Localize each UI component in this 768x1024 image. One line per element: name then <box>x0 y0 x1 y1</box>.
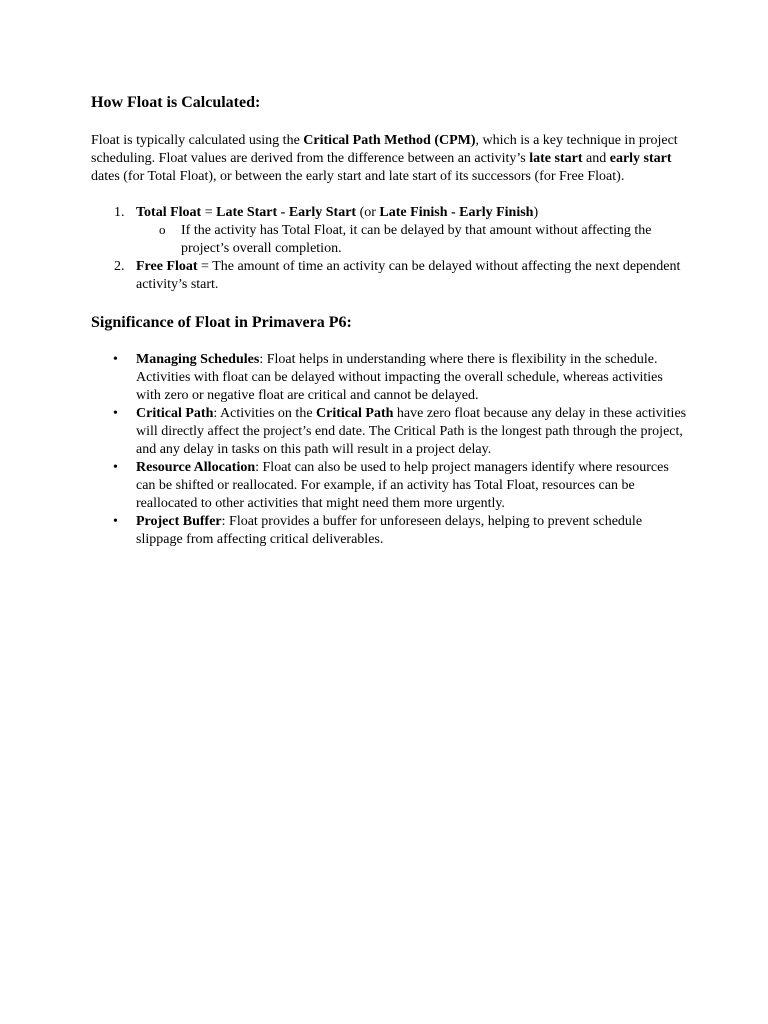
term-project-buffer: Project Buffer <box>136 514 222 529</box>
list-item-text-part: = The amount of time an activity can be delayed without affecting the next dependent activity’s start. <box>136 259 681 292</box>
list-item-text <box>136 258 691 294</box>
intro-bold-early-start: early start <box>609 151 672 166</box>
significance-list <box>91 351 691 549</box>
term-late-minus-early-finish: Late Finish - Early Finish <box>379 205 534 220</box>
document-page <box>91 93 691 549</box>
float-formula-list <box>91 204 691 294</box>
list-item-free-float <box>91 258 691 294</box>
list-item-critical-path <box>91 405 691 459</box>
list-item-managing-schedules <box>91 351 691 405</box>
intro-text: dates (for Total Float), or between the early start and late start of its successors (for Free Float). <box>91 169 625 184</box>
list-item-text: : Activities on the <box>213 406 317 421</box>
term-late-minus-early-start: Late Start - Early Start <box>216 205 357 220</box>
list-item-text: : Float can also be used to help project managers identify where resources can be shifted or reallocated. For example, if an activity has Total Float, resources can be reallocated to other activities that might need them more urgently. <box>136 460 669 511</box>
bullet-icon: • <box>113 352 118 367</box>
term-critical-path-inline: Critical Path <box>316 406 394 421</box>
circle-bullet-icon: o <box>159 222 166 237</box>
intro-text: Float is typically calculated using the <box>91 133 304 148</box>
list-item-text-part: = <box>201 205 217 220</box>
intro-paragraph <box>91 132 691 186</box>
term-free-float: Free Float <box>136 259 198 274</box>
list-number: 2. <box>114 259 125 274</box>
list-item-text: : Float provides a buffer for unforeseen delays, helping to prevent schedule slippage from affecting critical deliverables. <box>136 514 643 547</box>
term-managing-schedules: Managing Schedules <box>136 352 260 367</box>
sub-list-item-text: If the activity has Total Float, it can be delayed by that amount without affecting the project’s overall completion. <box>181 223 652 256</box>
intro-bold-cpm: Critical Path Method (CPM) <box>303 133 476 148</box>
list-item-project-buffer <box>91 513 691 549</box>
term-total-float: Total Float <box>136 205 202 220</box>
bullet-icon: • <box>113 514 118 529</box>
term-critical-path: Critical Path <box>136 406 214 421</box>
list-item-text: : Float helps in understanding where there is flexibility in the schedule. Activities with float can be delayed without impacting the overall schedule, whereas activities with zero or negative float are critical and cannot be delayed. <box>136 352 663 403</box>
list-item-resource-allocation <box>91 459 691 513</box>
list-item-total-float <box>91 204 691 258</box>
bullet-icon: • <box>113 406 118 421</box>
list-item-text-part: (or <box>356 205 380 220</box>
term-resource-allocation: Resource Allocation <box>136 460 256 475</box>
list-item-text-part: ) <box>533 205 539 220</box>
list-number: 1. <box>114 205 125 220</box>
intro-text: , which is a key technique in project scheduling. Float values are derived from the difference between an activity’s <box>91 133 678 166</box>
sub-list <box>136 222 691 258</box>
bullet-icon: • <box>113 460 118 475</box>
list-item-text <box>136 204 691 222</box>
intro-bold-late-start: late start <box>529 151 583 166</box>
section-heading-significance: Significance of Float in Primavera P6: <box>91 314 352 331</box>
sub-list-item <box>136 222 691 258</box>
section-heading-float-calculation: How Float is Calculated: <box>91 94 261 111</box>
intro-text: and <box>582 151 610 166</box>
list-item-text: have zero float because any delay in these activities will directly affect the project’s end date. The Critical Path is the longest path through the project, and any delay in tasks on this path will result in a project delay. <box>136 406 687 457</box>
